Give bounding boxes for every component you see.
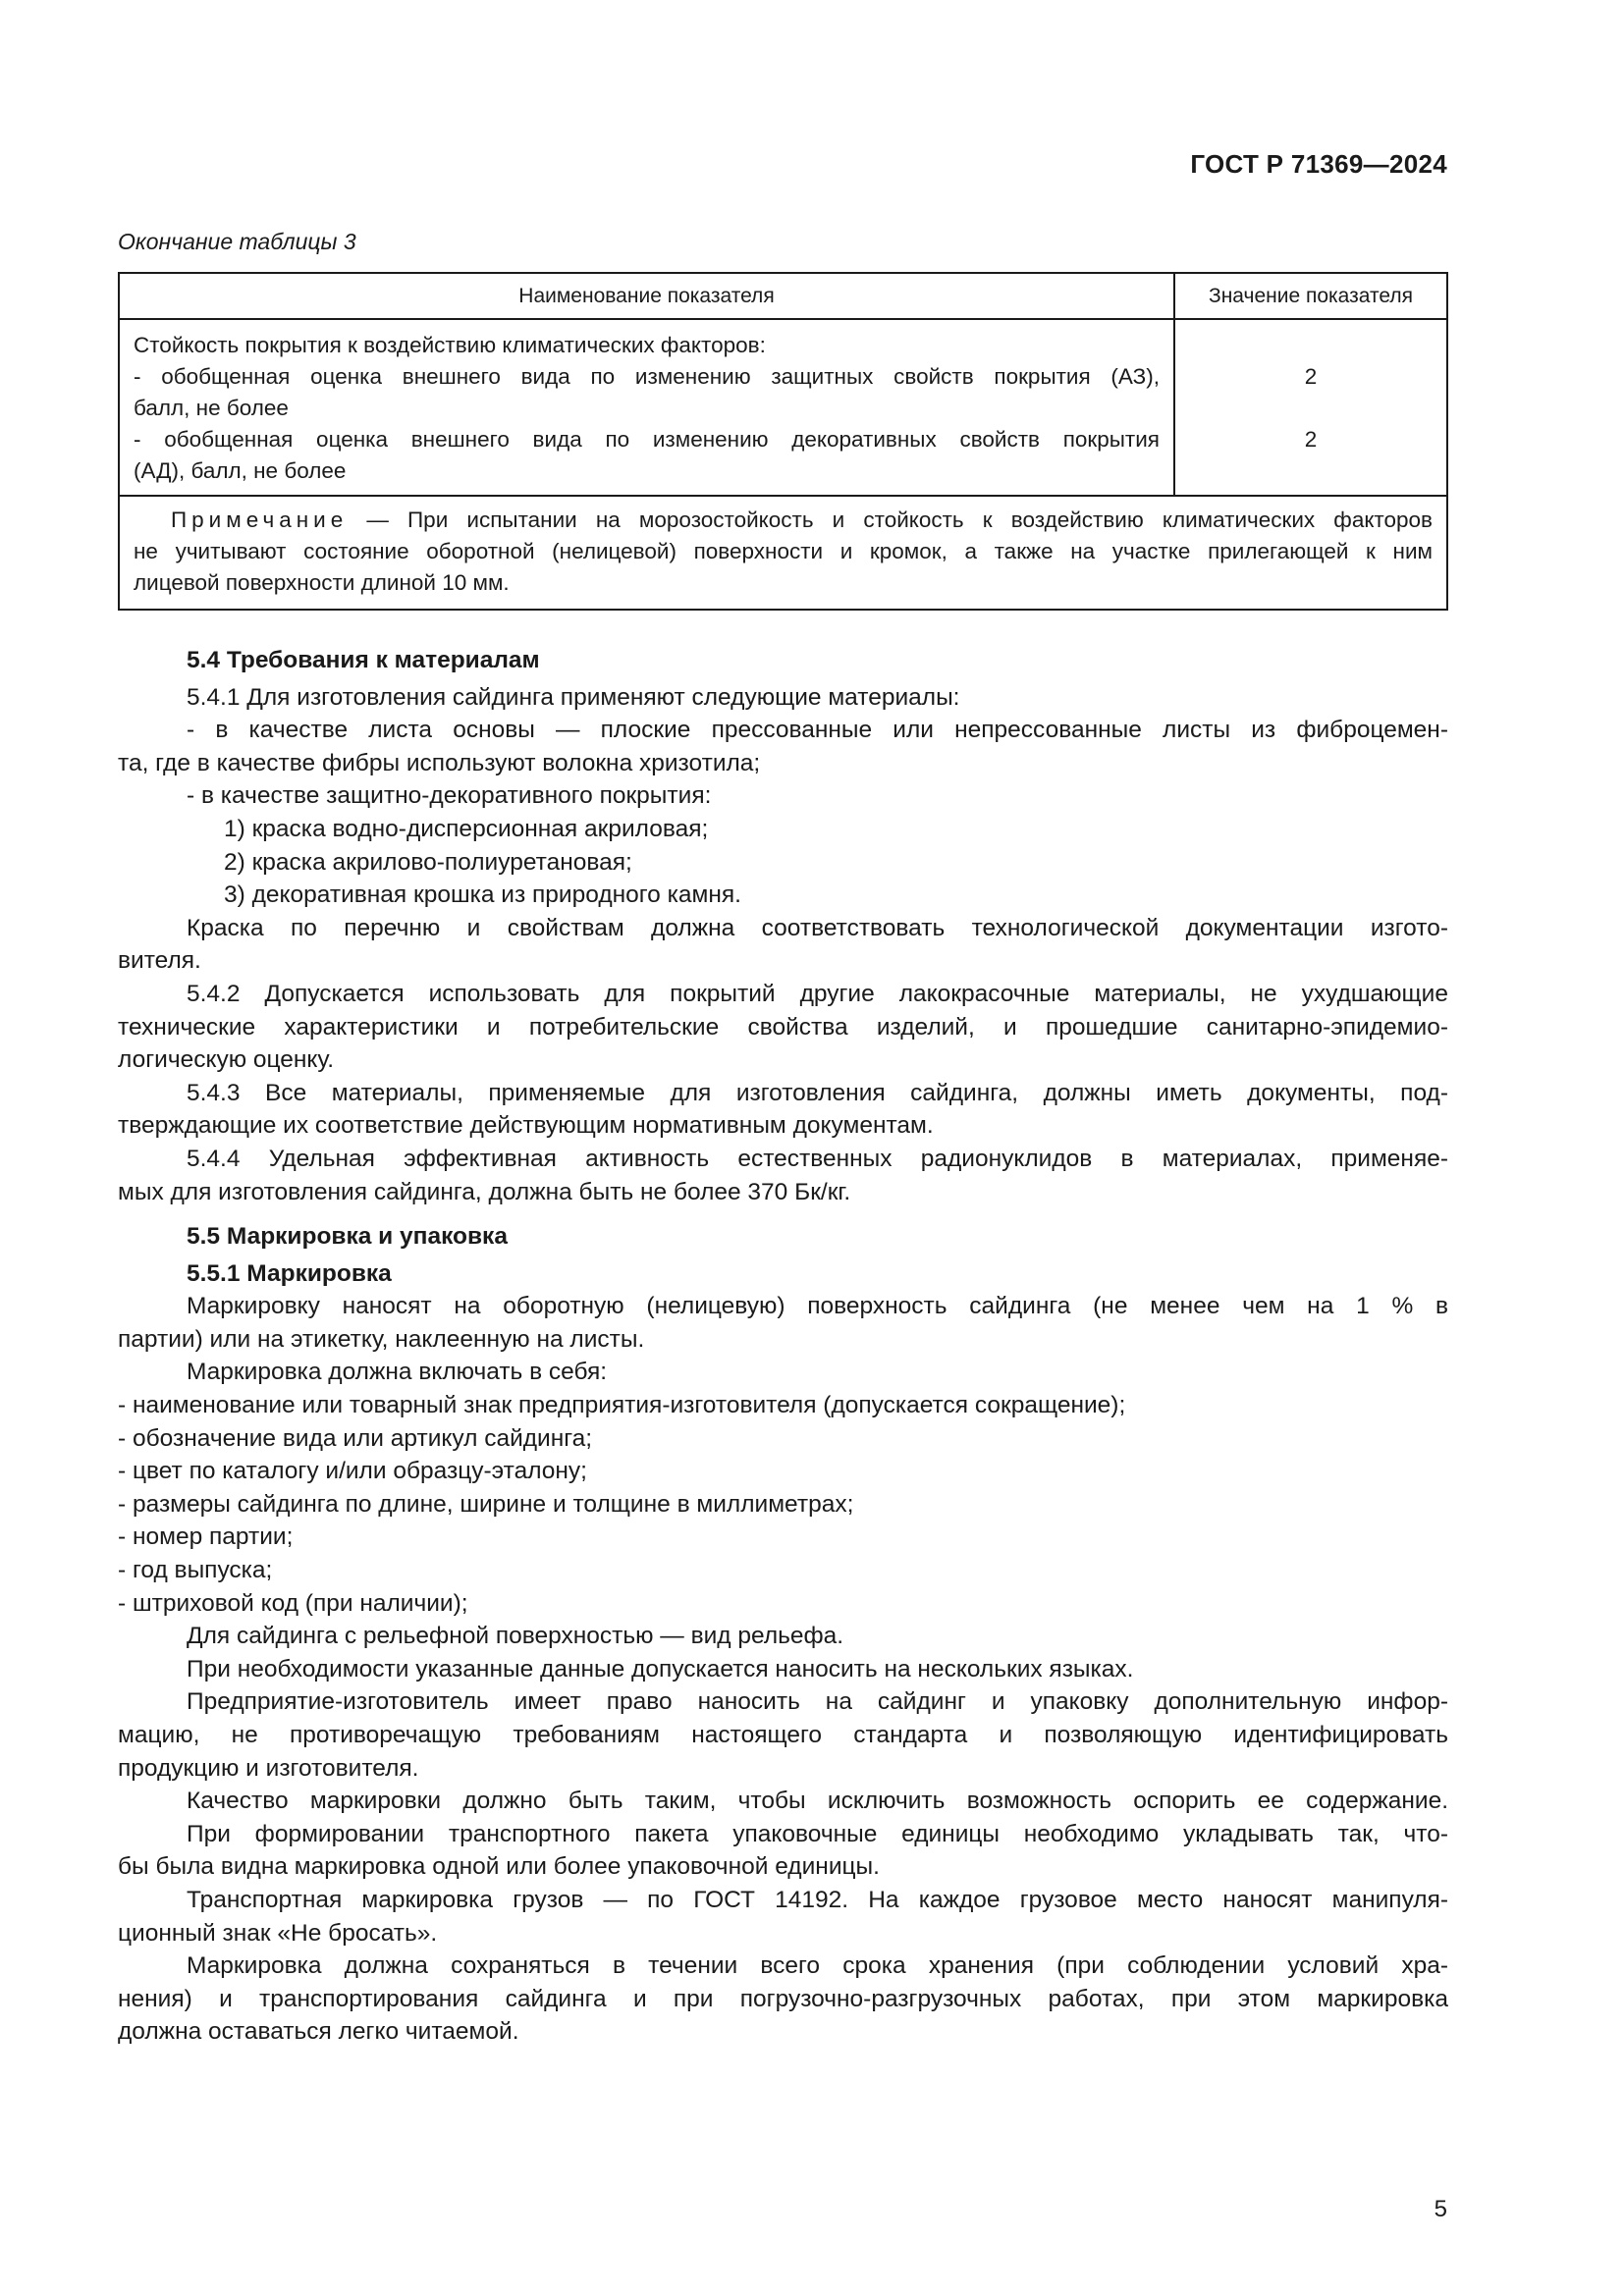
document-id: ГОСТ Р 71369—2024 xyxy=(1190,149,1447,179)
table-note xyxy=(120,497,1446,609)
indicator-item-2-line-2: (АД), балл, не более xyxy=(134,458,347,483)
numbered-item-1: 1) краска водно-дисперсионная акриловая; xyxy=(224,815,709,842)
note-line-1 xyxy=(134,505,1433,536)
table-caption: Окончание таблицы 3 xyxy=(118,229,356,254)
paragraph-marking-line-2: партии) или на этикетку, наклеенную на листы. xyxy=(118,1325,645,1353)
table-header-row xyxy=(120,274,1446,320)
paragraph-preservation-line-2: нения) и транспортирования сайдинга и при погрузочно-разгрузочных работах, при этом маркировка xyxy=(118,1985,1448,2012)
paragraph-5-4-3-line-2: тверждающие их соответствие действующим нормативным документам. xyxy=(118,1112,934,1140)
paragraph-preservation-line-3: должна оставаться легко читаемой. xyxy=(118,2018,519,2046)
paragraph-languages: При необходимости указанные данные допускается наносить на нескольких языках. xyxy=(187,1655,1134,1682)
marking-list-item: - обозначение вида или артикул сайдинга; xyxy=(118,1424,593,1452)
marking-list-item: - наименование или товарный знак предприятия-изготовителя (допускается сокращение); xyxy=(118,1392,1126,1419)
numbered-item-2: 2) краска акрилово-полиуретановая; xyxy=(224,848,632,876)
paragraph-5-4-2-line-1: 5.4.2 Допускается использовать для покрытий другие лакокрасочные материалы, не ухудшающие xyxy=(187,980,1448,1007)
indicator-item-2-value: 2 xyxy=(1304,427,1318,452)
list-item-coating: - в качестве защитно-декоративного покрытия: xyxy=(187,782,712,810)
marking-list-item: - цвет по каталогу и/или образцу-эталону; xyxy=(118,1458,587,1485)
paragraph-manufacturer-line-1: Предприятие-изготовитель имеет право наносить на сайдинг и упаковку дополнительную инфор- xyxy=(187,1688,1448,1716)
value-cell xyxy=(1175,320,1446,495)
marking-list-item: - номер партии; xyxy=(118,1523,294,1551)
paragraph-manufacturer-line-3: продукцию и изготовителя. xyxy=(118,1754,419,1782)
column-header-value: Значение показателя xyxy=(1209,285,1413,307)
marking-list-item: - год выпуска; xyxy=(118,1557,273,1584)
paragraph-cargo-marking-line-1: Транспортная маркировка грузов — по ГОСТ 14192. На каждое грузовое место наносят манипуля- xyxy=(187,1886,1448,1913)
marking-list-item: - размеры сайдинга по длине, ширине и толщине в миллиметрах; xyxy=(118,1490,854,1518)
paragraph-5-4-1: 5.4.1 Для изготовления сайдинга применяют следующие материалы: xyxy=(187,683,960,711)
paragraph-5-4-2-line-3: логическую оценку. xyxy=(118,1046,335,1074)
marking-list-item: - штриховой код (при наличии); xyxy=(118,1589,468,1617)
paragraph-5-4-3-line-1: 5.4.3 Все материалы, применяемые для изготовления сайдинга, должны иметь документы, под- xyxy=(187,1079,1448,1106)
paragraph-paint-line-1: Краска по перечню и свойствам должна соответствовать технологической документации изгото- xyxy=(187,914,1448,941)
paragraph-transport-pack-line-1: При формировании транспортного пакета упаковочные единицы необходимо укладывать так, что- xyxy=(187,1820,1448,1847)
column-header-name: Наименование показателя xyxy=(120,274,1175,318)
section-5-4-heading: 5.4 Требования к материалам xyxy=(187,647,540,673)
note-text-1: — При испытании на морозостойкость и стойкость к воздействию климатических факторов xyxy=(366,507,1433,532)
indicator-item-2-line-1: - обобщенная оценка внешнего вида по изменению декоративных свойств покрытия xyxy=(134,427,1160,452)
paragraph-marking-includes: Маркировка должна включать в себя: xyxy=(187,1359,608,1386)
paragraph-marking-line-1: Маркировку наносят на оборотную (нелицевую) поверхность сайдинга (не менее чем на 1 % в xyxy=(187,1293,1448,1320)
paragraph-preservation-line-1: Маркировка должна сохраняться в течении всего срока хранения (при соблюдении условий хра- xyxy=(187,1952,1448,1980)
paragraph-relief: Для сайдинга с рельефной поверхностью — вид рельефа. xyxy=(187,1623,844,1650)
page-number: 5 xyxy=(1434,2196,1447,2222)
paragraph-quality: Качество маркировки должно быть таким, чтобы исключить возможность оспорить ее содержание. xyxy=(187,1788,1448,1815)
indicator-title: Стойкость покрытия к воздействию климатических факторов: xyxy=(134,333,766,357)
paragraph-5-4-4-line-1: 5.4.4 Удельная эффективная активность естественных радионуклидов в материалах, применяе- xyxy=(187,1145,1448,1172)
list-item-base-sheet-line-1: - в качестве листа основы — плоские прессованные или непрессованные листы из фиброцемен- xyxy=(187,717,1448,744)
indicator-item-1-value: 2 xyxy=(1304,364,1318,389)
paragraph-cargo-marking-line-2: ционный знак «Не бросать». xyxy=(118,1919,438,1947)
numbered-item-3: 3) декоративная крошка из природного камня. xyxy=(224,881,741,909)
document-body xyxy=(118,634,1448,2049)
paragraph-transport-pack-line-2: бы была видна маркировка одной или более упаковочной единицы. xyxy=(118,1853,880,1881)
list-item-base-sheet-line-2: та, где в качестве фибры используют волокна хризотила; xyxy=(118,749,761,776)
paragraph-5-4-4-line-2: мых для изготовления сайдинга, должна быть не более 370 Бк/кг. xyxy=(118,1178,851,1205)
note-label: Примечание xyxy=(171,507,349,532)
paragraph-manufacturer-line-2: мацию, не противоречащую требованиям настоящего стандарта и позволяющую идентифицировать xyxy=(118,1722,1448,1748)
note-line-2: не учитывают состояние оборотной (нелицевой) поверхности и кромок, а также на участке прилегающей к ним xyxy=(134,539,1433,563)
table-row xyxy=(120,320,1446,497)
indicator-item-1-line-2: балл, не более xyxy=(134,396,289,420)
paragraph-paint-line-2: вителя. xyxy=(118,947,201,975)
indicator-table xyxy=(118,272,1448,611)
indicator-item-1-line-1: - обобщенная оценка внешнего вида по изменению защитных свойств покрытия (АЗ), xyxy=(134,364,1160,389)
indicator-cell xyxy=(120,320,1175,495)
paragraph-5-4-2-line-2: технические характеристики и потребительские свойства изделий, и прошедшие санитарно-эпидемио- xyxy=(118,1013,1448,1041)
section-5-5-1-heading: 5.5.1 Маркировка xyxy=(187,1259,392,1287)
section-5-5-heading: 5.5 Маркировка и упаковка xyxy=(187,1223,508,1251)
note-line-3: лицевой поверхности длиной 10 мм. xyxy=(134,570,510,595)
